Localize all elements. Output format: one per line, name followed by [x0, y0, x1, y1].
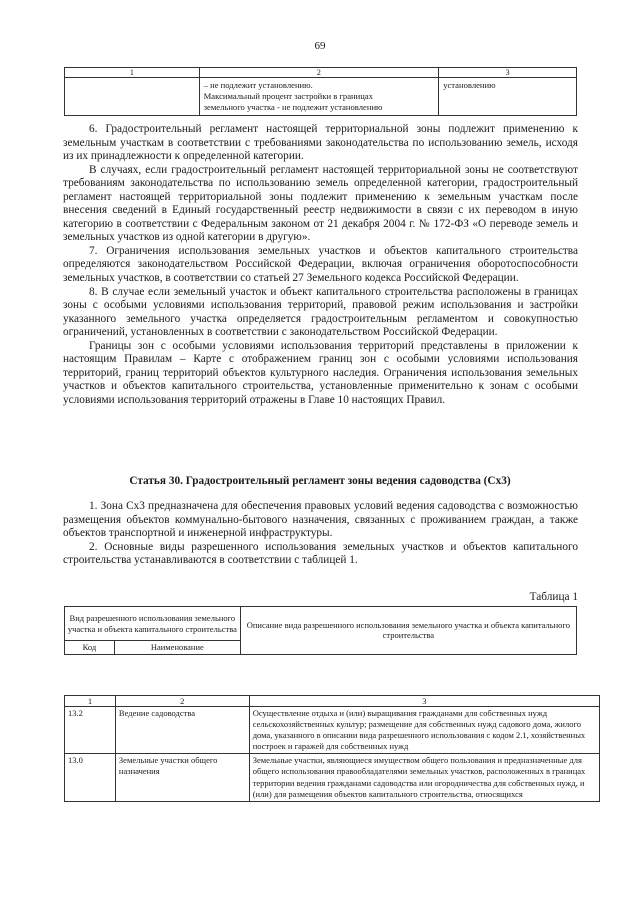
paragraph: Границы зон с особыми условиями использования территорий представлены в приложении к настоящим Правилам – Карте с отображением границ зон с особыми условиями использования территорий, границ территорий объектов культурного наследия. Ограничения использования земельных участков и объектов капитального строительства, установленные применительно к зонам с особыми условиями использования территорий отражены в Главе 10 настоящих Правил. [63, 339, 578, 406]
code-cell: 13.0 [65, 754, 116, 801]
description-cell: Земельные участки, являющиеся имуществом общего пользования и предназначенные для общего использования правообладателями земельных участков, расположенных в границах территории ведения гражданами садоводства или огородничества для собственных нужд, и (или) для размещения объектов капитального строительства, относящихся [249, 754, 599, 801]
column-number: 1 [65, 68, 200, 78]
cell-line: – не подлежит установлению. [203, 80, 313, 90]
column-number: 3 [439, 68, 577, 78]
description-header-cell: Описание вида разрешенного использования земельного участка и объекта капитального строительства [240, 607, 576, 655]
description-cell: Осуществление отдыха и (или) выращивания гражданами для собственных нужд сельскохозяйственных культур; размещение для собственных нужд садового дома, жилого дома, указанного в описании вида разрешенного использования с кодом 2.1, хозяйственных построек и гаражей для собственных нужд [249, 707, 599, 754]
paragraph: 6. Градостроительный регламент настоящей территориальной зоны подлежит применению к земельным участкам в соответствии с требованиями законодательства по использованию земель, исходя из их принадлежности к определенной категории. [63, 123, 578, 163]
column-number: 1 [65, 696, 116, 707]
cell-line: Максимальный процент застройки в границах [203, 91, 373, 101]
article-heading: Статья 30. Градостроительный регламент зоны ведения садоводства (Сх3) [129, 475, 511, 487]
column-number: 2 [199, 68, 439, 78]
page-number: 69 [314, 40, 326, 52]
continuation-table [64, 67, 577, 116]
column-number: 2 [115, 696, 249, 707]
code-header-cell: Код [65, 641, 115, 655]
table-cell [65, 78, 200, 116]
table-cell: установлению [439, 78, 577, 116]
data-table [64, 695, 600, 802]
paragraph: 7. Ограничения использования земельных участков и объектов капитального строительства определяются законодательством Российской Федерации, включая ограничения оборотоспособности земельных участков, в соответствии со статьей 27 Земельного кодекса Российской Федерации. [63, 244, 578, 285]
table-row [65, 754, 600, 801]
paragraph: В случаях, если градостроительный регламент настоящей территориальной зоны не соответствуют требованиям законодательства по использованию земель определенной категории, градостроительный регламент настоящей территориальной зоны подлежит применению к земельным участкам после внесения сведений в Единый государственный реестр недвижимости в связи с их переводом в иную категорию в соответствии с Федеральным законом от 21 декабря 2004 г. № 172-ФЗ «О переводе земель и земельных участков из одной категории в другую». [63, 163, 578, 244]
group-header-cell: Вид разрешенного использования земельного участка и объекта капитального строительства [65, 607, 241, 641]
paragraph: 2. Основные виды разрешенного использования земельных участков и объектов капитального строительства устанавливаются в соответствии с таблицей 1. [63, 540, 578, 567]
article-text [63, 500, 578, 568]
name-cell: Ведение садоводства [115, 707, 249, 754]
table-row [65, 707, 600, 754]
paragraph: 1. Зона Сх3 предназначена для обеспечения правовых условий ведения садоводства с возможностью размещения объектов коммунально-бытового назначения, связанных с проживанием граждан, а также объектов транспортной и инженерной инфраструктуры. [63, 500, 578, 540]
table-cell [199, 78, 439, 116]
body-text [63, 123, 578, 407]
table-row [65, 78, 577, 116]
code-cell: 13.2 [65, 707, 116, 754]
cell-line: земельного участка - не подлежит установлению [203, 102, 383, 112]
name-cell: Земельные участки общего назначения [115, 754, 249, 801]
column-number-row [65, 696, 600, 707]
column-number: 3 [249, 696, 599, 707]
name-header-cell: Наименование [114, 641, 240, 655]
paragraph: 8. В случае если земельный участок и объект капитального строительства расположены в границах зоны с особыми условиями использования территорий, правовой режим использования и застройки указанного земельного участка определяется градостроительным регламентом и совокупностью ограничений, установленных в соответствии с законодательством Российской Федерации. [63, 285, 578, 339]
table-caption: Таблица 1 [529, 591, 578, 603]
column-number-row [65, 68, 577, 78]
table-header [64, 606, 577, 655]
